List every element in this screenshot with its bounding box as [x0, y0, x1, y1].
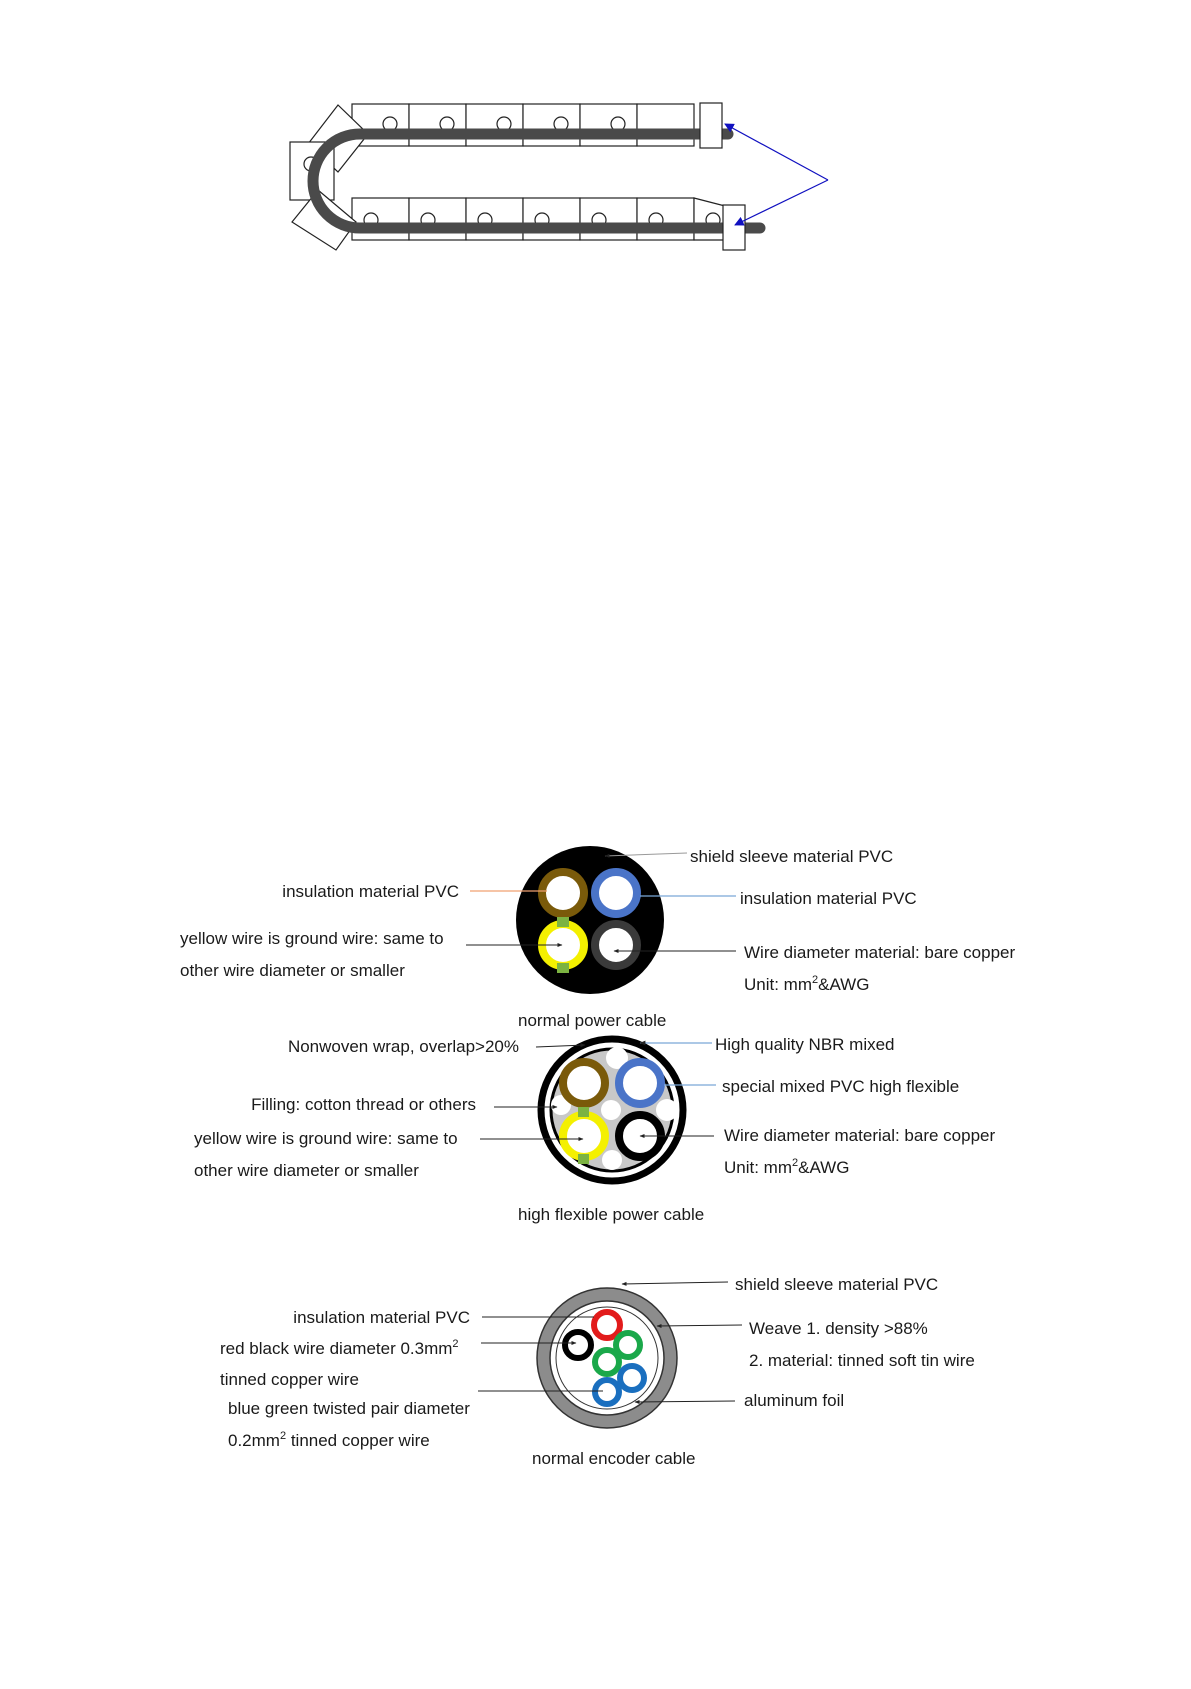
label-weave-line1: Weave 1. density >88%	[749, 1319, 928, 1338]
label-filling: Filling: cotton thread or others	[251, 1095, 476, 1114]
caption-normal-encoder-cable: normal encoder cable	[532, 1449, 696, 1468]
chain-bottom-links	[352, 198, 725, 240]
black-wire	[565, 1332, 591, 1358]
label-insulation: insulation material PVC	[293, 1308, 470, 1327]
ground-marker	[578, 1154, 589, 1164]
label-nbr: High quality NBR mixed	[715, 1035, 895, 1054]
label-conductor-line2: Unit: $mm^2\&AWG$	[724, 1157, 850, 1177]
high-flexible-power-cable-diagram	[194, 1035, 996, 1224]
ground-marker	[578, 1107, 589, 1117]
green-wire	[616, 1333, 640, 1357]
label-ground-line2: other wire diameter or smaller	[180, 961, 405, 980]
normal-encoder-cable-diagram	[220, 1275, 975, 1468]
black-wire	[595, 924, 637, 966]
label-bluegreen-line1: blue green twisted pair diameter	[228, 1399, 470, 1418]
label-aluminum-foil: aluminum foil	[744, 1391, 845, 1410]
label-conductor-line1: Wire diameter material: bare copper	[744, 943, 1016, 962]
label-shield-sleeve: shield sleeve material PVC	[690, 847, 894, 866]
label-insulation-left: insulation material PVC	[282, 882, 459, 901]
chain-top-links	[352, 104, 694, 146]
label-ground-line1: yellow wire is ground wire: same to	[180, 929, 444, 948]
caption-normal-power-cable: normal power cable	[518, 1011, 667, 1030]
red-wire	[594, 1312, 620, 1338]
ground-marker	[557, 963, 569, 973]
label-conductor-line2: Unit: $mm^2\&AWG$	[744, 974, 870, 994]
blue-wire	[619, 1062, 661, 1104]
normal-power-cable-diagram	[180, 846, 1016, 1030]
green-wire	[595, 1350, 619, 1374]
yellow-ground-wire	[563, 1115, 605, 1157]
label-nonwoven-wrap: Nonwoven wrap, overlap>20%	[287, 1037, 519, 1056]
label-bluegreen-line2: $0.2mm^2$ tinned copper wire	[228, 1430, 430, 1450]
brown-wire	[542, 872, 584, 914]
drag-chain-illustration	[290, 103, 828, 250]
label-insulation-right: insulation material PVC	[740, 889, 917, 908]
brown-wire	[563, 1062, 605, 1104]
label-special-pvc: special mixed PVC high flexible	[722, 1077, 960, 1096]
blue-wire	[620, 1366, 644, 1390]
label-ground-line1: yellow wire is ground wire: same to	[194, 1129, 458, 1148]
label-conductor-line1: Wire diameter material: bare copper	[724, 1126, 996, 1145]
blue-wire	[595, 872, 637, 914]
label-weave-line2: 2. material: tinned soft tin wire	[749, 1351, 975, 1370]
label-ground-line2: other wire diameter or smaller	[194, 1161, 419, 1180]
label-shield-sleeve: shield sleeve material PVC	[735, 1275, 939, 1294]
power-cable-jacket	[516, 846, 664, 994]
blue-wire	[595, 1380, 619, 1404]
ground-marker	[557, 917, 569, 927]
label-redblack-line1: red black wire diameter $0.3mm^2$	[220, 1338, 459, 1358]
caption-high-flexible-power-cable: high flexible power cable	[518, 1205, 705, 1224]
label-redblack-line2: tinned copper wire	[220, 1370, 359, 1389]
